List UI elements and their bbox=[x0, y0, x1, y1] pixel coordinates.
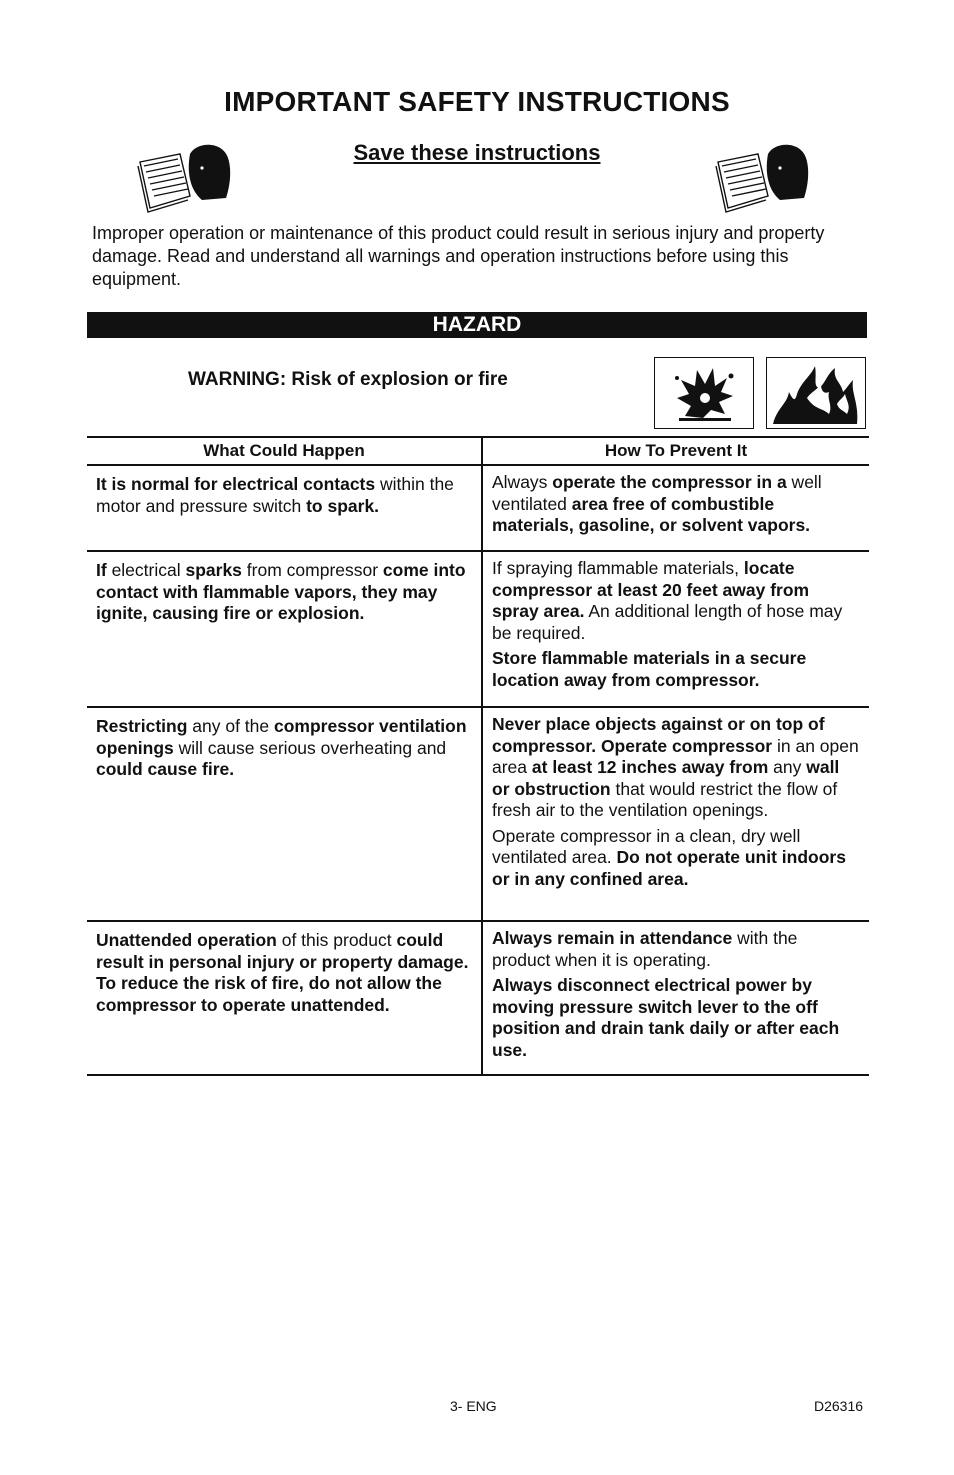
cell-paragraph bbox=[96, 716, 471, 781]
document-code: D26316 bbox=[814, 1398, 864, 1414]
hazard-banner: HAZARD bbox=[87, 312, 867, 338]
table-row bbox=[87, 466, 869, 552]
cell-paragraph bbox=[96, 560, 471, 625]
how-to-prevent-cell bbox=[481, 922, 869, 1074]
how-to-prevent-cell bbox=[481, 708, 869, 920]
cell-paragraph bbox=[492, 714, 859, 822]
fire-icon bbox=[766, 357, 866, 429]
bold-text: to spark. bbox=[306, 495, 380, 516]
bold-text: locate compressor at least 20 feet away from spray area. bbox=[492, 558, 810, 621]
bold-text: could result in personal injury or property damage. To reduce the risk of fire, do not allow the compressor to operate unattended. bbox=[96, 930, 469, 1015]
text: with the product when it is operating. bbox=[492, 928, 798, 970]
how-to-prevent-cell bbox=[481, 466, 869, 550]
cell-paragraph bbox=[492, 648, 859, 691]
bold-text: Always disconnect electrical power by moving pressure switch lever to the off position and drain tank daily or after each use. bbox=[492, 975, 840, 1060]
table-row bbox=[87, 708, 869, 922]
page-title: IMPORTANT SAFETY INSTRUCTIONS bbox=[224, 86, 730, 117]
bold-text: Always remain in attendance bbox=[492, 928, 733, 948]
text: well ventilated bbox=[492, 472, 822, 514]
table-row bbox=[87, 922, 869, 1076]
text: If spraying flammable materials, bbox=[492, 558, 744, 578]
bold-text: operate the compressor in a bbox=[552, 472, 787, 492]
bold-text: sparks bbox=[185, 560, 242, 580]
what-could-happen-cell bbox=[87, 922, 481, 1074]
what-could-happen-cell bbox=[87, 466, 481, 550]
text: any of the bbox=[187, 716, 274, 736]
cell-paragraph bbox=[492, 928, 859, 971]
cell-paragraph bbox=[96, 930, 471, 1016]
text: will cause serious overheating and bbox=[173, 737, 447, 758]
hazard-table bbox=[87, 436, 869, 1076]
page-number: 3- ENG bbox=[450, 1398, 497, 1414]
text: electrical bbox=[106, 560, 186, 580]
subtitle: Save these instructions bbox=[353, 140, 601, 165]
table-header bbox=[87, 436, 869, 466]
explosion-icon bbox=[654, 357, 754, 429]
cell-paragraph bbox=[492, 472, 859, 537]
cell-paragraph bbox=[96, 474, 471, 517]
bold-text: Never place objects against or on top of compressor. Operate compressor bbox=[492, 714, 825, 756]
bold-text: Do not operate unit indoors or in any confined area. bbox=[492, 847, 846, 889]
cell-paragraph bbox=[492, 975, 859, 1061]
table-row bbox=[87, 552, 869, 708]
text: Always bbox=[492, 472, 553, 492]
what-could-happen-cell bbox=[87, 708, 481, 920]
bold-text: come into contact with flammable vapors, they may ignite, causing fire or explosion. bbox=[96, 560, 466, 623]
read-manual-icon bbox=[714, 140, 810, 216]
bold-text: Store flammable materials in a secure location away from compressor. bbox=[492, 648, 807, 690]
column-header-what-could-happen: What Could Happen bbox=[203, 441, 365, 460]
bold-text: wall or obstruction bbox=[492, 757, 840, 799]
text: from compressor bbox=[241, 560, 383, 580]
text: of this product bbox=[276, 930, 397, 950]
bold-text: area free of combustible materials, gasoline, or solvent vapors. bbox=[492, 493, 811, 535]
bold-text: If bbox=[96, 560, 107, 580]
bold-text: at least 12 inches away from bbox=[531, 757, 769, 777]
text: within the motor and pressure switch bbox=[96, 474, 454, 516]
bold-text: could cause fire. bbox=[96, 759, 235, 779]
text: any bbox=[768, 757, 807, 777]
how-to-prevent-cell bbox=[481, 552, 869, 706]
text: in an open area bbox=[492, 735, 859, 777]
intro-paragraph: Improper operation or maintenance of this product could result in serious injury and property damage. Read and understand all warnings and operation instructions before using this equipment. bbox=[92, 223, 825, 289]
bold-text: It is normal for electrical contacts bbox=[96, 474, 376, 494]
text: An additional length of hose may be required. bbox=[492, 601, 843, 643]
what-could-happen-cell bbox=[87, 552, 481, 706]
bold-text: Restricting bbox=[96, 716, 188, 736]
column-header-how-to-prevent-it: How To Prevent It bbox=[481, 438, 869, 464]
text: Operate compressor in a clean, dry well ventilated area. bbox=[492, 825, 801, 867]
text: that would restrict the flow of fresh air to the ventilation openings. bbox=[492, 778, 838, 820]
warning-heading: WARNING: Risk of explosion or fire bbox=[188, 369, 508, 390]
cell-paragraph bbox=[492, 826, 859, 891]
bold-text: Unattended operation bbox=[96, 930, 277, 950]
bold-text: compressor ventilation openings bbox=[96, 716, 467, 758]
cell-paragraph bbox=[492, 558, 859, 644]
